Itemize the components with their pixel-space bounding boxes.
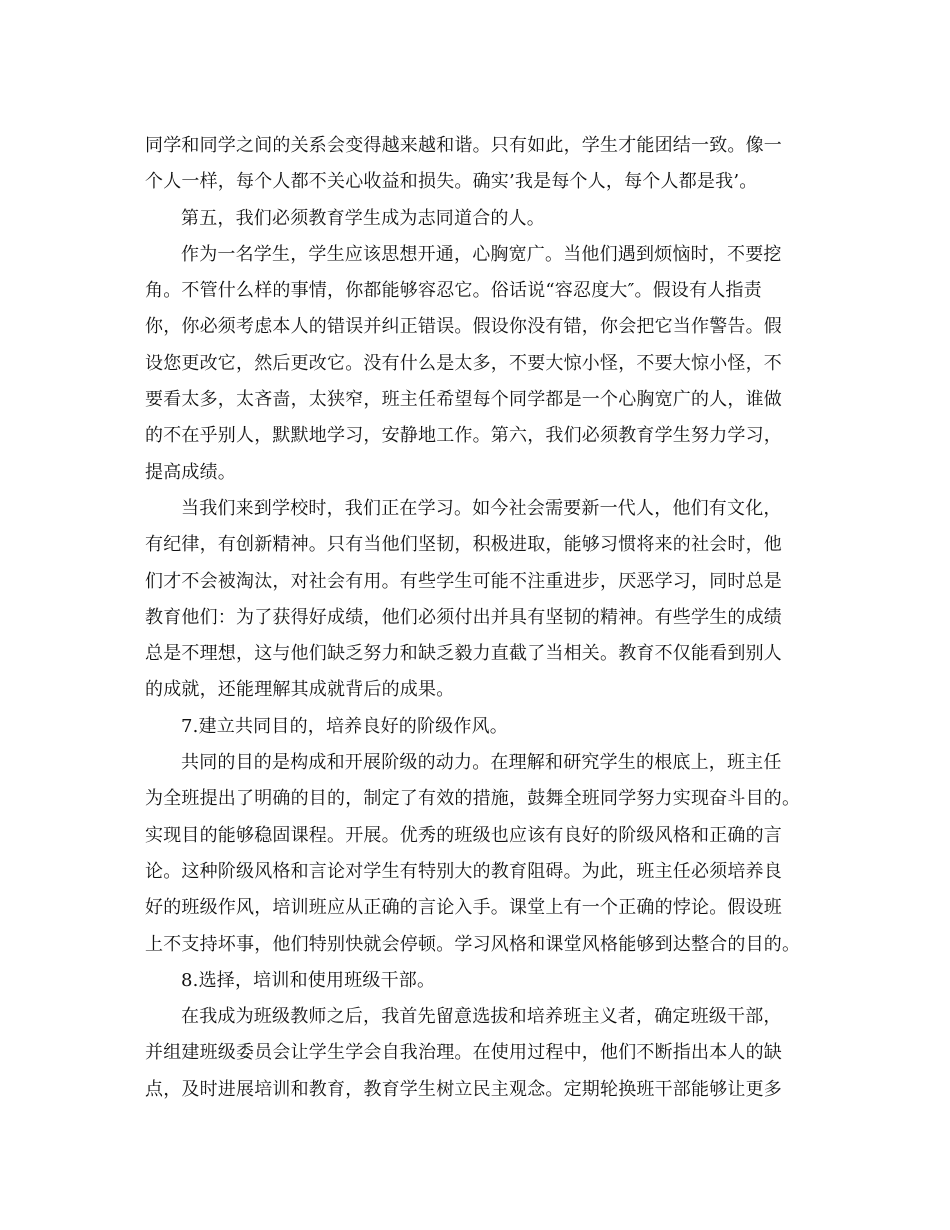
text-line: 总是不理想，这与他们缺乏努力和缺乏毅力直截了当相关。教育不仅能看到别人 [145,643,782,665]
text-line: 在我成为班级教师之后，我首先留意选拔和培养班主义者，确定班级干部， [181,1006,782,1028]
document-body [145,128,820,1108]
text-line: 你，你必须考虑本人的错误并纠正错误。假设你没有错，你会把它当作警告。假 [145,316,782,338]
text-line: 论。这种阶级风格和言论对学生有特别大的教育阻碍。为此，班主任必须培养良 [145,860,782,882]
text-line: 作为一名学生，学生应该思想开通，心胸宽广。当他们遇到烦恼时，不要挖 [181,243,782,265]
text-line: 们才不会被淘汰，对社会有用。有些学生可能不注重进步，厌恶学习，同时总是 [145,570,782,592]
text-line: 个人一样，每个人都不关心收益和损失。确实’我是每个人，每个人都是我’。 [145,171,758,193]
text-line: 当我们来到学校时，我们正在学习。如今社会需要新一代人，他们有文化， [181,497,782,519]
text-line: 为全班提出了明确的目的，制定了有效的措施，鼓舞全班同学努力实现奋斗目的。 [145,788,801,810]
text-line: 角。不管什么样的事情，你都能够容忍它。俗话说“容忍度大″。假设有人指责 [145,280,762,302]
text-line: 提高成绩。 [145,461,236,483]
text-line: 点，及时进展培训和教育，教育学生树立民主观念。定期轮换班干部能够让更多 [145,1078,782,1100]
text-line: 有纪律，有创新精神。只有当他们坚韧，积极进取，能够习惯将来的社会时，他 [145,534,782,556]
text-line: 并组建班级委员会让学生学会自我治理。在使用过程中，他们不断指出本人的缺 [145,1042,782,1064]
text-line: 上不支持坏事，他们特别快就会停顿。学习风格和课堂风格能够到达整合的目的。 [145,933,801,955]
text-line: 要看太多，太吝啬，太狭窄，班主任希望每个同学都是一个心胸宽广的人，谁做 [145,389,782,411]
text-line: 共同的目的是构成和开展阶级的动力。在理解和研究学生的根底上，班主任 [181,752,782,774]
text-line: 的成就，还能理解其成就背后的成果。 [145,679,455,701]
text-line: 好的班级作风，培训班应从正确的言论入手。课堂上有一个正确的悖论。假设班 [145,897,782,919]
text-line: 设您更改它，然后更改它。没有什么是太多，不要大惊小怪，不要大惊小怪，不 [145,352,782,374]
text-line: 的不在乎别人，默默地学习，安静地工作。第六，我们必须教育学生努力学习， [145,425,782,447]
text-line: 7.建立共同目的，培养良好的阶级作风。 [181,715,508,737]
text-line: 教育他们：为了获得好成绩，他们必须付出并具有坚韧的精神。有些学生的成绩 [145,606,782,628]
text-line: 同学和同学之间的关系会变得越来越和谐。只有如此，学生才能团结一致。像一 [145,135,782,156]
text-line: 8.选择，培训和使用班级干部。 [181,969,436,991]
text-line: 第五，我们必须教育学生成为志同道合的人。 [181,207,545,229]
text-line: 实现目的能够稳固课程。开展。优秀的班级也应该有良好的阶级风格和正确的言 [145,824,782,846]
